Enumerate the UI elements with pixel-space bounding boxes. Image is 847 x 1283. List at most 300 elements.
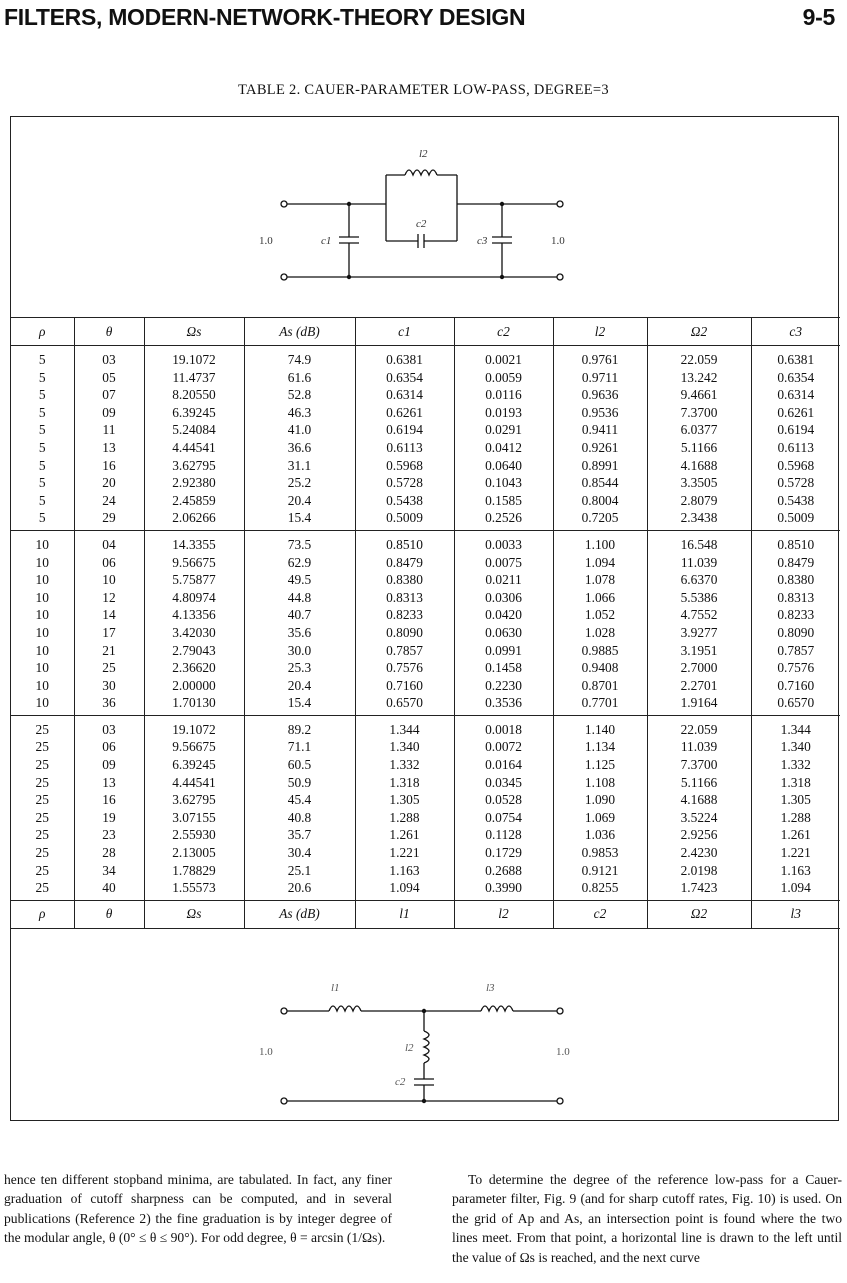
cell-c2: 0.0528: [454, 791, 553, 809]
col-header-l2: l2: [553, 318, 647, 346]
cell-l2: 0.8991: [553, 457, 647, 475]
table-row: [11, 492, 840, 510]
cell-theta: 34: [74, 862, 144, 880]
cell-l2: 0.9711: [553, 369, 647, 387]
cell-omega-2: 7.3700: [647, 756, 751, 774]
label-l2: l2: [419, 148, 428, 160]
cell-c3: 0.8479: [751, 554, 840, 572]
table-row: [11, 404, 840, 422]
cell-c1: 0.6314: [355, 386, 454, 404]
cell-theta: 24: [74, 492, 144, 510]
col-header-omega-s: Ωs: [144, 318, 244, 346]
t-network-schematic: [11, 959, 840, 1119]
cell-omega-s: 11.4737: [144, 369, 244, 387]
cell-as-db: 25.1: [244, 862, 355, 880]
table-row: [11, 474, 840, 492]
cell-omega-2: 11.039: [647, 738, 751, 756]
cell-theta: 36: [74, 694, 144, 715]
cell-omega-s: 6.39245: [144, 404, 244, 422]
cell-omega-2: 22.059: [647, 346, 751, 369]
table-row: [11, 791, 840, 809]
cell-rho: 25: [35, 809, 49, 825]
cell-omega-s: 2.00000: [144, 677, 244, 695]
cell-rho: 10: [35, 677, 49, 693]
page-header: [4, 4, 835, 34]
cell-c2: 0.1585: [454, 492, 553, 510]
cell-c1: 1.305: [355, 791, 454, 809]
col-header-as: As (dB): [244, 318, 355, 346]
cell-omega-2: 2.9256: [647, 826, 751, 844]
col-header-omega-2: Ω2: [647, 318, 751, 346]
cell-omega-s: 1.78829: [144, 862, 244, 880]
cell-as-db: 40.8: [244, 809, 355, 827]
cell-l2: 1.125: [553, 756, 647, 774]
cell-theta: 03: [74, 715, 144, 738]
cell-as-db: 20.4: [244, 677, 355, 695]
cell-c3: 0.5968: [751, 457, 840, 475]
table-row: [11, 589, 840, 607]
cell-omega-2: 2.8079: [647, 492, 751, 510]
cell-c3: 1.340: [751, 738, 840, 756]
cell-c1: 1.332: [355, 756, 454, 774]
cell-c3: 0.6354: [751, 369, 840, 387]
cell-omega-s: 2.36620: [144, 659, 244, 677]
cell-omega-s: 1.70130: [144, 694, 244, 715]
cell-c1: 0.5968: [355, 457, 454, 475]
label-source-r: 1.0: [259, 235, 273, 247]
cell-c1: 0.7160: [355, 677, 454, 695]
cell-rho: 10: [35, 572, 49, 588]
cell-as-db: 73.5: [244, 530, 355, 553]
cell-c1: 0.6354: [355, 369, 454, 387]
cell-theta: 20: [74, 474, 144, 492]
cell-omega-s: 2.92380: [144, 474, 244, 492]
cell-omega-s: 6.39245: [144, 756, 244, 774]
cell-rho: 10: [11, 530, 74, 553]
cell-c3: 1.344: [751, 715, 840, 738]
cell-c2: 0.0640: [454, 457, 553, 475]
cell-theta: 09: [74, 404, 144, 422]
cell-omega-2: 2.7000: [647, 659, 751, 677]
cell-c1: 1.340: [355, 738, 454, 756]
foot-as: As (dB): [244, 900, 355, 928]
body-text-right-column: To determine the degree of the reference low-pass for a Cauer-parameter filter, Fig. 9 (and for sharp cutoff rates, Fig. 10) is used. On the grid of Ap and As, an intersection point is found where the two lines meet. From that point, a horizontal line is drawn to the left until the value of Ωs is reached, and the next curve: [452, 1171, 842, 1265]
cell-c1: 0.8380: [355, 571, 454, 589]
cell-c3: 0.6314: [751, 386, 840, 404]
foot-omega-s: Ωs: [144, 900, 244, 928]
cell-l2: 0.8004: [553, 492, 647, 510]
cell-rho: 10: [35, 660, 49, 676]
cell-rho: 25: [35, 792, 49, 808]
table-row: [11, 756, 840, 774]
cell-omega-2: 2.4230: [647, 844, 751, 862]
cell-c2: 0.2688: [454, 862, 553, 880]
foot-l2: l2: [454, 900, 553, 928]
cell-as-db: 60.5: [244, 756, 355, 774]
cell-rho: 5: [38, 422, 46, 438]
foot-l1: l1: [355, 900, 454, 928]
cell-omega-s: 9.56675: [144, 554, 244, 572]
cell-l2: 0.7205: [553, 509, 647, 530]
cell-rho: 25: [35, 880, 49, 896]
cell-c2: 0.0211: [454, 571, 553, 589]
table-row: [11, 826, 840, 844]
label-c1: c1: [321, 235, 332, 247]
cell-c3: 0.8233: [751, 606, 840, 624]
label-load-r: 1.0: [551, 235, 565, 247]
cell-as-db: 30.4: [244, 844, 355, 862]
cell-c3: 0.5728: [751, 474, 840, 492]
foot-theta: θ: [74, 900, 144, 928]
cell-theta: 07: [74, 386, 144, 404]
cell-omega-2: 22.059: [647, 715, 751, 738]
cell-rho: 5: [38, 369, 46, 385]
table-row: [11, 346, 840, 369]
cell-l2: 0.7701: [553, 694, 647, 715]
cell-c2: 0.0116: [454, 386, 553, 404]
cell-c3: 1.318: [751, 774, 840, 792]
cell-omega-s: 2.55930: [144, 826, 244, 844]
cell-as-db: 20.4: [244, 492, 355, 510]
table-row: [11, 862, 840, 880]
cell-as-db: 50.9: [244, 774, 355, 792]
cell-as-db: 25.2: [244, 474, 355, 492]
table-row: [11, 844, 840, 862]
cell-theta: 04: [74, 530, 144, 553]
cell-l2: 0.9636: [553, 386, 647, 404]
cell-theta: 29: [74, 509, 144, 530]
top-circuit-diagram: [11, 117, 838, 317]
table-row: [11, 809, 840, 827]
cell-c1: 1.318: [355, 774, 454, 792]
table-row: [11, 624, 840, 642]
cell-omega-2: 4.1688: [647, 457, 751, 475]
cell-as-db: 35.6: [244, 624, 355, 642]
cell-omega-2: 6.6370: [647, 571, 751, 589]
cell-l2: 0.8544: [553, 474, 647, 492]
cell-theta: 05: [74, 369, 144, 387]
table-header-row: [11, 318, 840, 346]
cell-l2: 1.094: [553, 554, 647, 572]
cell-c1: 1.221: [355, 844, 454, 862]
table-row: [11, 554, 840, 572]
cell-c3: 1.163: [751, 862, 840, 880]
cell-omega-s: 1.55573: [144, 879, 244, 900]
cell-c1: 1.094: [355, 879, 454, 900]
cell-c3: 0.8510: [751, 530, 840, 553]
cell-omega-2: 1.9164: [647, 694, 751, 715]
cell-theta: 06: [74, 554, 144, 572]
cell-c1: 0.8313: [355, 589, 454, 607]
cell-l2: 1.134: [553, 738, 647, 756]
cell-omega-s: 4.44541: [144, 439, 244, 457]
cell-omega-2: 6.0377: [647, 421, 751, 439]
cell-omega-2: 5.5386: [647, 589, 751, 607]
cell-l2: 1.100: [553, 530, 647, 553]
cell-c3: 0.6194: [751, 421, 840, 439]
cell-theta: 23: [74, 826, 144, 844]
cell-rho: 10: [35, 642, 49, 658]
cell-rho: 25: [35, 862, 49, 878]
table-row: [11, 369, 840, 387]
cell-c2: 0.0033: [454, 530, 553, 553]
cell-as-db: 62.9: [244, 554, 355, 572]
cell-omega-2: 9.4661: [647, 386, 751, 404]
pi-network-schematic: [11, 117, 840, 317]
cell-theta: 13: [74, 774, 144, 792]
cell-c2: 0.0991: [454, 642, 553, 660]
cell-theta: 14: [74, 606, 144, 624]
cell-c2: 0.1043: [454, 474, 553, 492]
cell-l2: 1.090: [553, 791, 647, 809]
cell-omega-s: 2.79043: [144, 642, 244, 660]
col-header-c2: c2: [454, 318, 553, 346]
cell-omega-2: 2.2701: [647, 677, 751, 695]
cell-c3: 0.7160: [751, 677, 840, 695]
label-c2: c2: [416, 218, 427, 230]
table-group-rho-10: [11, 530, 840, 715]
label-c2-shunt: c2: [395, 1076, 406, 1088]
cell-rho: 25: [35, 739, 49, 755]
cell-l2: 0.9761: [553, 346, 647, 369]
cauer-table: [11, 317, 840, 929]
cell-c2: 0.1128: [454, 826, 553, 844]
cell-c2: 0.1458: [454, 659, 553, 677]
table-row: [11, 774, 840, 792]
table-frame: [10, 116, 839, 1121]
cell-omega-2: 4.1688: [647, 791, 751, 809]
cell-omega-s: 3.62795: [144, 457, 244, 475]
cell-c2: 0.0291: [454, 421, 553, 439]
cell-c2: 0.0059: [454, 369, 553, 387]
table-row: [11, 642, 840, 660]
cell-omega-s: 19.1072: [144, 346, 244, 369]
foot-omega-2: Ω2: [647, 900, 751, 928]
cell-c1: 0.6261: [355, 404, 454, 422]
cell-omega-2: 5.1166: [647, 774, 751, 792]
cell-omega-2: 3.5224: [647, 809, 751, 827]
cell-c3: 0.7576: [751, 659, 840, 677]
cell-l2: 1.140: [553, 715, 647, 738]
cell-c3: 0.8090: [751, 624, 840, 642]
cell-omega-s: 4.80974: [144, 589, 244, 607]
cell-c2: 0.0630: [454, 624, 553, 642]
cell-c1: 0.8090: [355, 624, 454, 642]
cell-rho: 5: [38, 404, 46, 420]
table-caption: TABLE 2. CAUER-PARAMETER LOW-PASS, DEGREE=3: [238, 82, 609, 98]
cell-as-db: 52.8: [244, 386, 355, 404]
cell-rho: 10: [35, 589, 49, 605]
cell-c3: 0.5438: [751, 492, 840, 510]
table-row: [11, 738, 840, 756]
col-header-c1: c1: [355, 318, 454, 346]
cell-l2: 1.028: [553, 624, 647, 642]
cell-as-db: 89.2: [244, 715, 355, 738]
cell-l2: 1.108: [553, 774, 647, 792]
cell-c2: 0.2230: [454, 677, 553, 695]
cell-omega-s: 3.42030: [144, 624, 244, 642]
table-row: [11, 530, 840, 553]
cell-omega-s: 14.3355: [144, 530, 244, 553]
cell-rho: 25: [11, 715, 74, 738]
cell-c2: 0.0420: [454, 606, 553, 624]
table-row: [11, 439, 840, 457]
cell-l2: 0.9536: [553, 404, 647, 422]
cell-c1: 0.8233: [355, 606, 454, 624]
cell-omega-2: 11.039: [647, 554, 751, 572]
cell-c3: 0.6381: [751, 346, 840, 369]
cell-c3: 0.5009: [751, 509, 840, 530]
cell-c2: 0.3536: [454, 694, 553, 715]
cell-theta: 16: [74, 457, 144, 475]
label-l1: l1: [331, 982, 340, 994]
cell-rho: 10: [35, 554, 49, 570]
cell-omega-s: 2.13005: [144, 844, 244, 862]
cell-l2: 0.8255: [553, 879, 647, 900]
foot-rho: ρ: [11, 900, 74, 928]
table-row: [11, 509, 840, 530]
cell-l2: 1.052: [553, 606, 647, 624]
cell-c1: 1.163: [355, 862, 454, 880]
cell-c3: 1.288: [751, 809, 840, 827]
cell-theta: 06: [74, 738, 144, 756]
cell-theta: 10: [74, 571, 144, 589]
cell-theta: 21: [74, 642, 144, 660]
table-row: [11, 659, 840, 677]
cell-omega-2: 4.7552: [647, 606, 751, 624]
cell-c3: 0.8380: [751, 571, 840, 589]
cell-c2: 0.1729: [454, 844, 553, 862]
cell-omega-s: 19.1072: [144, 715, 244, 738]
cell-as-db: 15.4: [244, 694, 355, 715]
cell-rho: 5: [38, 492, 46, 508]
cell-omega-2: 3.9277: [647, 624, 751, 642]
foot-l3: l3: [751, 900, 840, 928]
table-row: [11, 606, 840, 624]
cell-l2: 0.9885: [553, 642, 647, 660]
cell-theta: 40: [74, 879, 144, 900]
cell-l2: 0.9411: [553, 421, 647, 439]
cell-omega-s: 3.07155: [144, 809, 244, 827]
cell-c2: 0.3990: [454, 879, 553, 900]
table-row: [11, 677, 840, 695]
body-text-left-column: hence ten different stopband minima, are tabulated. In fact, any finer graduation of cutoff sharpness can be computed, and in several publications (Reference 2) the fine graduation is by integer degree of the modular angle, θ (0° ≤ θ ≤ 90°). For odd degree, θ = arcsin (1/Ωs).: [4, 1171, 392, 1246]
cell-omega-2: 2.0198: [647, 862, 751, 880]
cell-omega-2: 3.1951: [647, 642, 751, 660]
cell-rho: 10: [35, 607, 49, 623]
cell-as-db: 74.9: [244, 346, 355, 369]
cell-as-db: 31.1: [244, 457, 355, 475]
cell-theta: 12: [74, 589, 144, 607]
cell-l2: 1.036: [553, 826, 647, 844]
cell-rho: 5: [38, 352, 46, 367]
cell-theta: 25: [74, 659, 144, 677]
cell-omega-2: 5.1166: [647, 439, 751, 457]
cell-c1: 0.6194: [355, 421, 454, 439]
cell-rho: 5: [38, 475, 46, 491]
cell-as-db: 46.3: [244, 404, 355, 422]
cell-as-db: 25.3: [244, 659, 355, 677]
table-row: [11, 571, 840, 589]
cell-theta: 19: [74, 809, 144, 827]
cell-omega-2: 7.3700: [647, 404, 751, 422]
cell-as-db: 15.4: [244, 509, 355, 530]
cell-omega-s: 2.45859: [144, 492, 244, 510]
cell-c1: 0.5438: [355, 492, 454, 510]
cell-l2: 0.9261: [553, 439, 647, 457]
foot-c2: c2: [553, 900, 647, 928]
cell-omega-2: 16.548: [647, 530, 751, 553]
cell-c3: 1.332: [751, 756, 840, 774]
table-footer-row: [11, 900, 840, 928]
cell-l2: 0.8701: [553, 677, 647, 695]
cell-c1: 0.6381: [355, 346, 454, 369]
cell-c3: 0.7857: [751, 642, 840, 660]
cell-omega-s: 2.06266: [144, 509, 244, 530]
cell-omega-s: 5.75877: [144, 571, 244, 589]
cell-rho: 5: [38, 387, 46, 403]
running-title: FILTERS, MODERN-NETWORK-THEORY DESIGN: [4, 4, 526, 30]
cell-c2: 0.0075: [454, 554, 553, 572]
cell-theta: 16: [74, 791, 144, 809]
table-row: [11, 421, 840, 439]
cell-as-db: 30.0: [244, 642, 355, 660]
cell-c3: 1.094: [751, 879, 840, 900]
cell-omega-s: 9.56675: [144, 738, 244, 756]
cell-as-db: 35.7: [244, 826, 355, 844]
col-header-rho: ρ: [11, 318, 74, 346]
cell-rho: 5: [38, 510, 46, 526]
cell-as-db: 20.6: [244, 879, 355, 900]
cell-as-db: 41.0: [244, 421, 355, 439]
cell-l2: 0.9853: [553, 844, 647, 862]
cell-c3: 0.6261: [751, 404, 840, 422]
cell-as-db: 40.7: [244, 606, 355, 624]
cell-rho: 25: [35, 827, 49, 843]
bottom-circuit-diagram: [11, 959, 838, 1119]
cell-theta: 30: [74, 677, 144, 695]
cell-as-db: 49.5: [244, 571, 355, 589]
cell-theta: 11: [74, 421, 144, 439]
cell-l2: 0.9408: [553, 659, 647, 677]
table-row: [11, 386, 840, 404]
cell-c2: 0.0345: [454, 774, 553, 792]
cell-c2: 0.0754: [454, 809, 553, 827]
cell-rho: 25: [35, 774, 49, 790]
cell-l2: 1.066: [553, 589, 647, 607]
cell-c1: 0.5009: [355, 509, 454, 530]
cell-c2: 0.0018: [454, 715, 553, 738]
cell-rho: 10: [35, 695, 49, 711]
cell-as-db: 61.6: [244, 369, 355, 387]
cell-c1: 0.7857: [355, 642, 454, 660]
cell-l2: 1.078: [553, 571, 647, 589]
label-l3: l3: [486, 982, 495, 994]
table-row: [11, 715, 840, 738]
cell-l2: 0.9121: [553, 862, 647, 880]
cell-c1: 0.8510: [355, 530, 454, 553]
label-c3: c3: [477, 235, 488, 247]
cell-c3: 0.6113: [751, 439, 840, 457]
col-header-theta: θ: [74, 318, 144, 346]
label-l2-shunt: l2: [405, 1042, 414, 1054]
cell-c1: 0.8479: [355, 554, 454, 572]
cell-c2: 0.2526: [454, 509, 553, 530]
cell-l2: 1.069: [553, 809, 647, 827]
table-row: [11, 457, 840, 475]
cell-theta: 13: [74, 439, 144, 457]
cell-omega-s: 8.20550: [144, 386, 244, 404]
